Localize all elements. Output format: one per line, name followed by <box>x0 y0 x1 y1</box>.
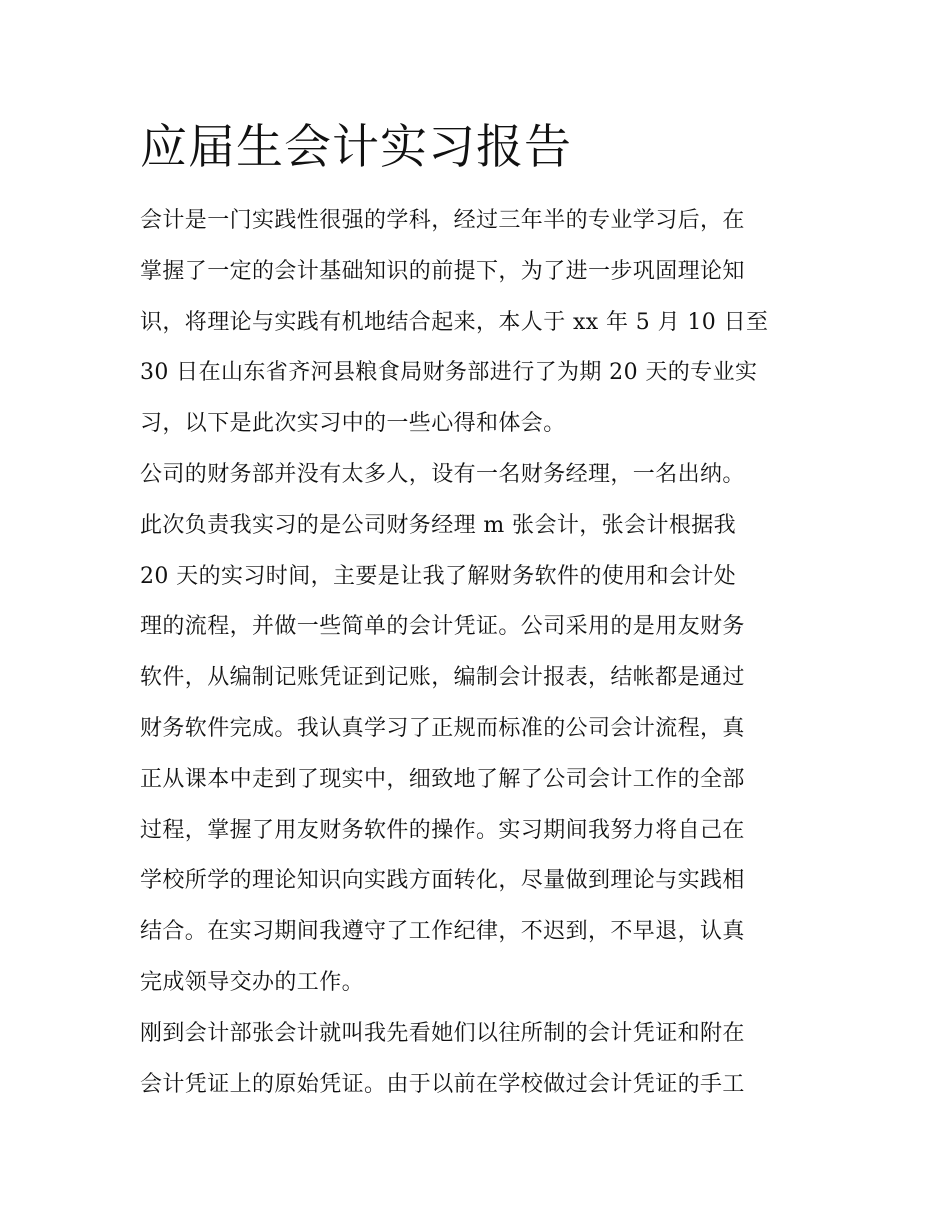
document-title: 应届生会计实习报告 <box>140 120 572 175</box>
text-line: 习，以下是此次实习中的一些心得和体会。 <box>140 411 566 437</box>
text-line: 过程，掌握了用友财务软件的操作。实习期间我努力将自己在 <box>140 817 745 843</box>
document-body <box>140 196 810 1110</box>
text-line: 此次负责我实习的是公司财务经理 m 张会计，张会计根据我 <box>140 512 737 538</box>
text-line: 完成领导交办的工作。 <box>140 969 365 995</box>
text-line: 结合。在实习期间我遵守了工作纪律，不迟到，不早退，认真 <box>140 919 745 945</box>
text-line: 刚到会计部张会计就叫我先看她们以往所制的会计凭证和附在 <box>140 1020 745 1046</box>
text-line: 30 日在山东省齐河县粮食局财务部进行了为期 20 天的专业实 <box>140 360 758 386</box>
text-line: 公司的财务部并没有太多人，设有一名财务经理，一名出纳。 <box>140 461 745 487</box>
text-line: 会计凭证上的原始凭证。由于以前在学校做过会计凭证的手工 <box>140 1071 745 1097</box>
text-line: 掌握了一定的会计基础知识的前提下，为了进一步巩固理论知 <box>140 258 745 284</box>
text-line: 20 天的实习时间，主要是让我了解财务软件的使用和会计处 <box>140 563 737 589</box>
document-content <box>140 120 810 1110</box>
text-line: 财务软件完成。我认真学习了正规而标准的公司会计流程，真 <box>140 715 745 741</box>
text-line: 会计是一门实践性很强的学科，经过三年半的专业学习后，在 <box>140 208 745 233</box>
text-line: 正从课本中走到了现实中，细致地了解了公司会计工作的全部 <box>140 766 745 792</box>
text-line: 学校所学的理论知识向实践方面转化，尽量做到理论与实践相 <box>140 868 745 894</box>
text-line: 识，将理论与实践有机地结合起来，本人于 xx 年 5 月 10 日至 <box>140 309 769 335</box>
text-line: 软件，从编制记账凭证到记账，编制会计报表，结帐都是通过 <box>140 665 745 691</box>
text-line: 理的流程，并做一些简单的会计凭证。公司采用的是用友财务 <box>140 614 745 640</box>
